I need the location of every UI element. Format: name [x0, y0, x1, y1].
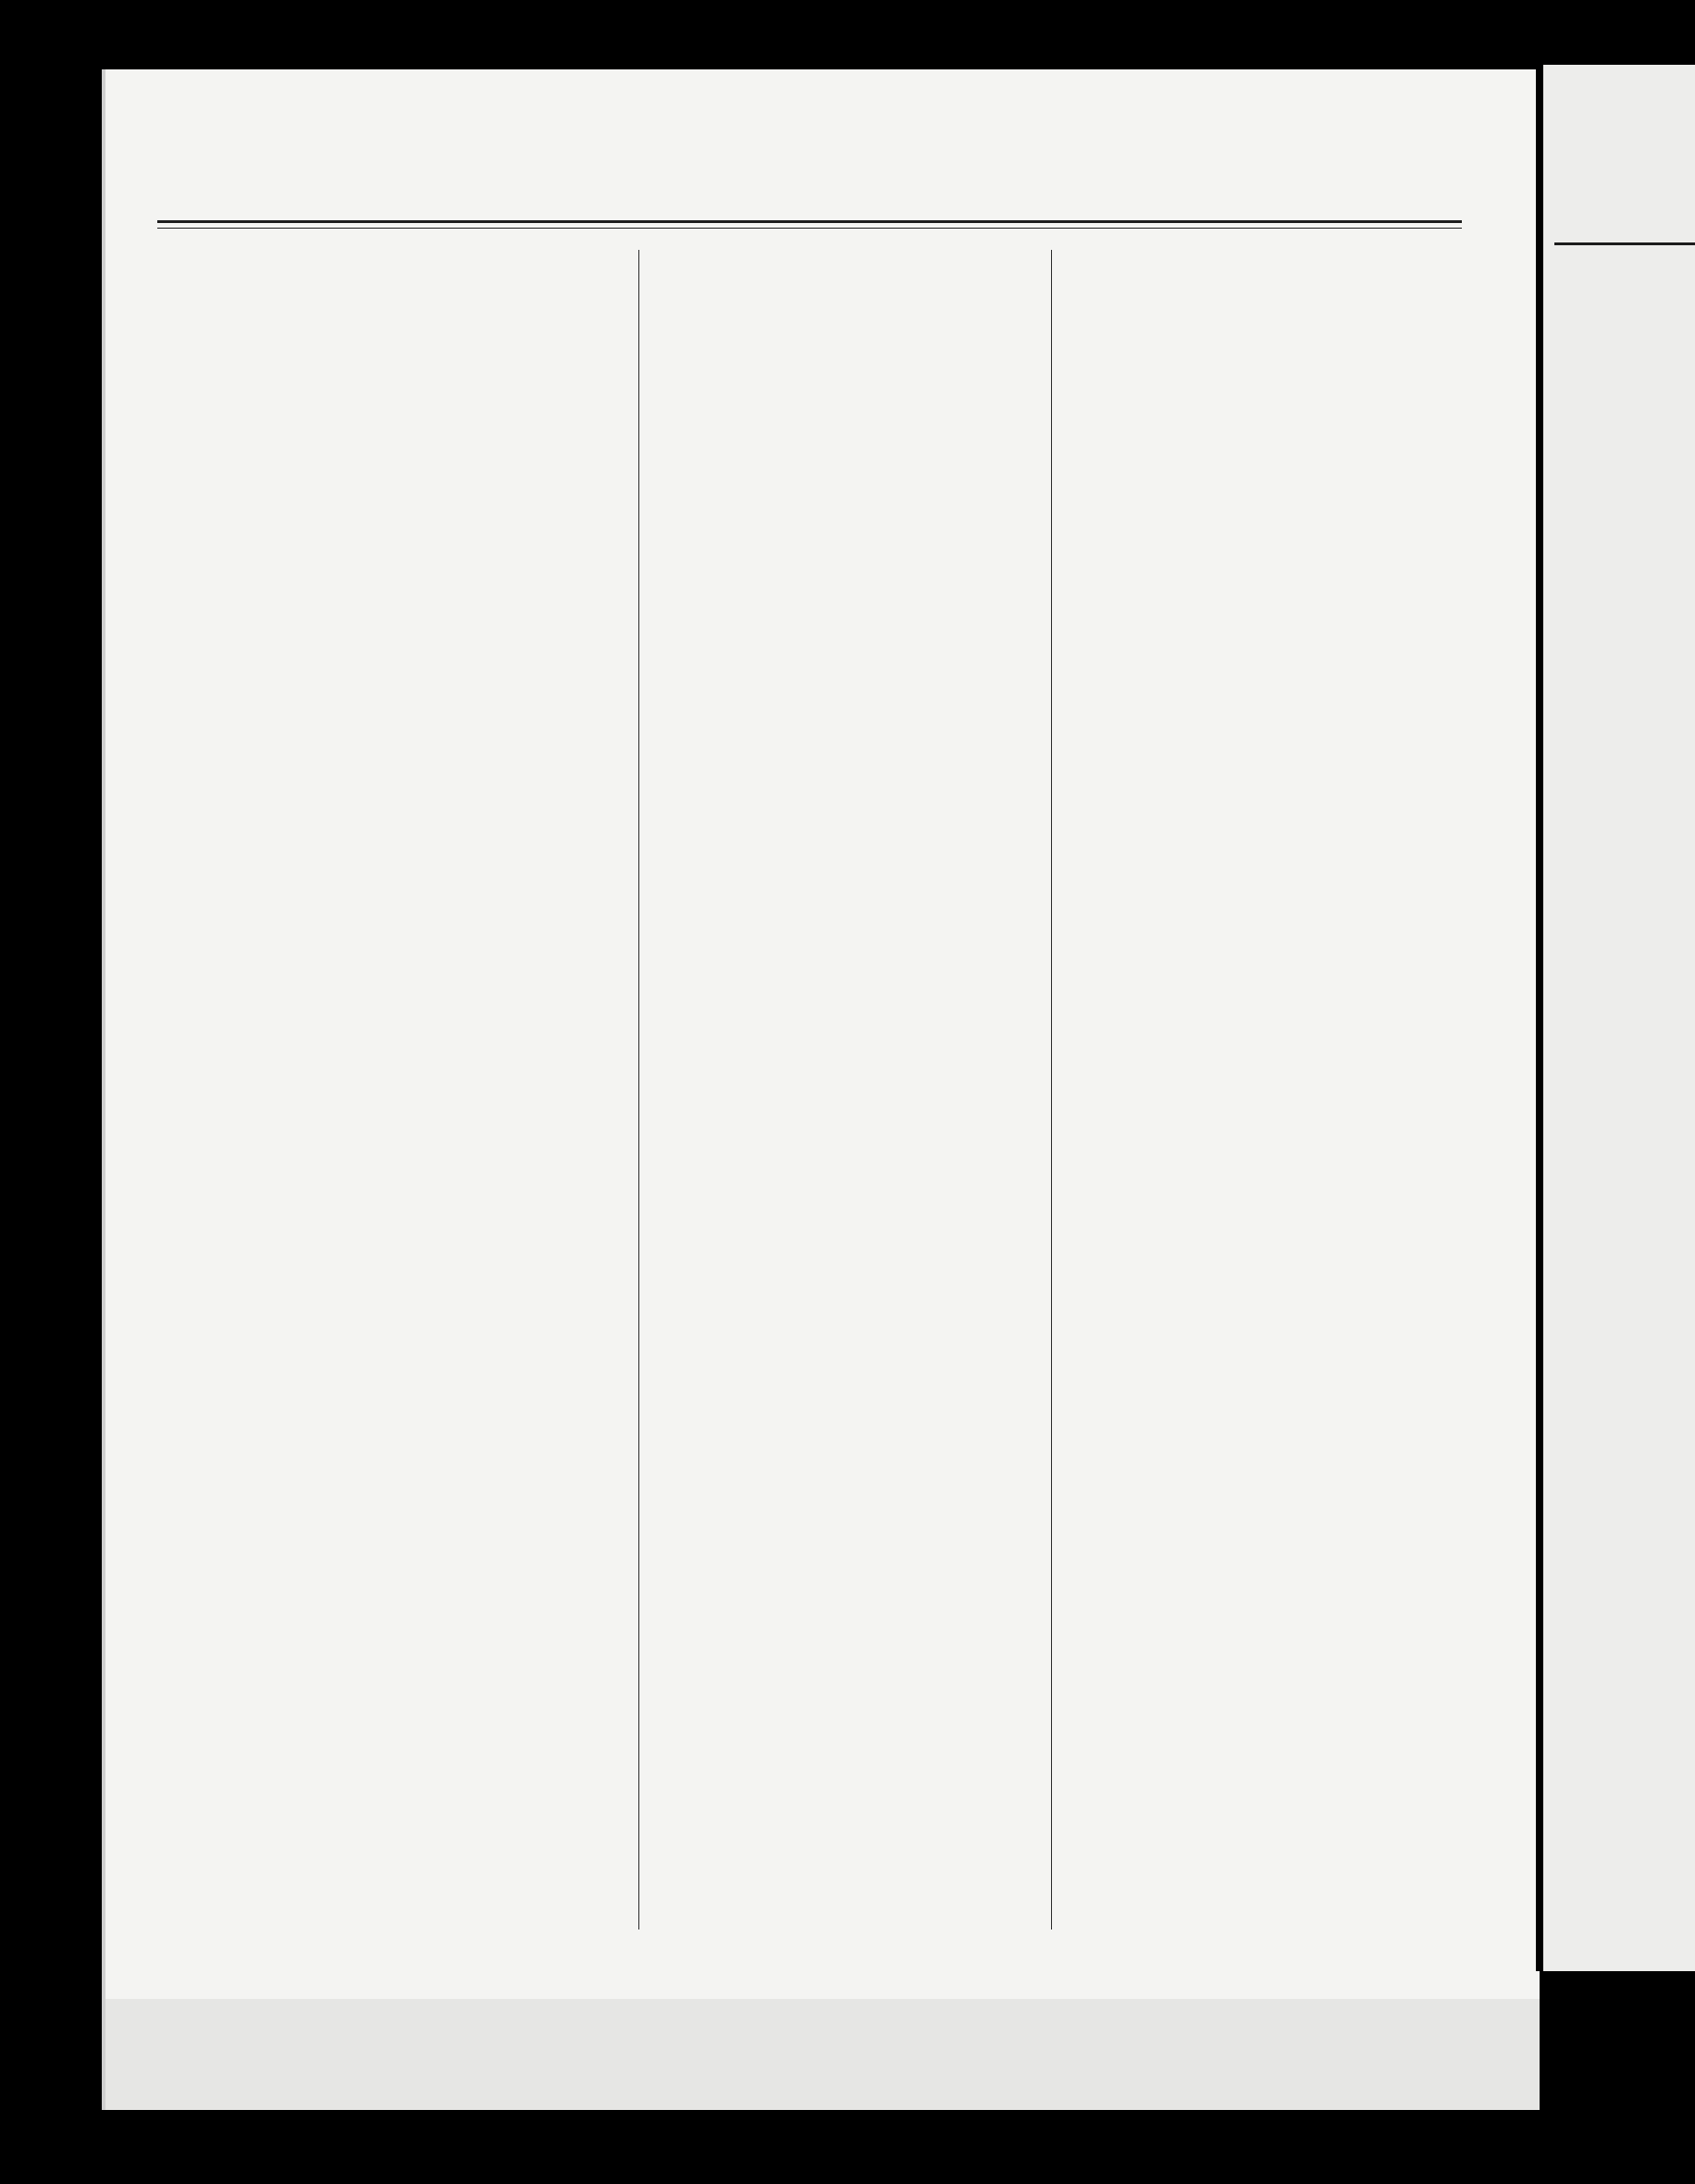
column-rule-2: [1051, 250, 1052, 1930]
header-rule: [157, 220, 1462, 223]
adjacent-page: [1543, 65, 1695, 1971]
newspaper-page: [102, 69, 1540, 2110]
page-gutter: [1536, 65, 1543, 1971]
page-fold-shadow: [105, 1999, 1540, 2110]
column-rule-1: [638, 250, 639, 1930]
adjacent-page-rule: [1554, 242, 1695, 245]
header-rule-thin: [157, 228, 1462, 229]
